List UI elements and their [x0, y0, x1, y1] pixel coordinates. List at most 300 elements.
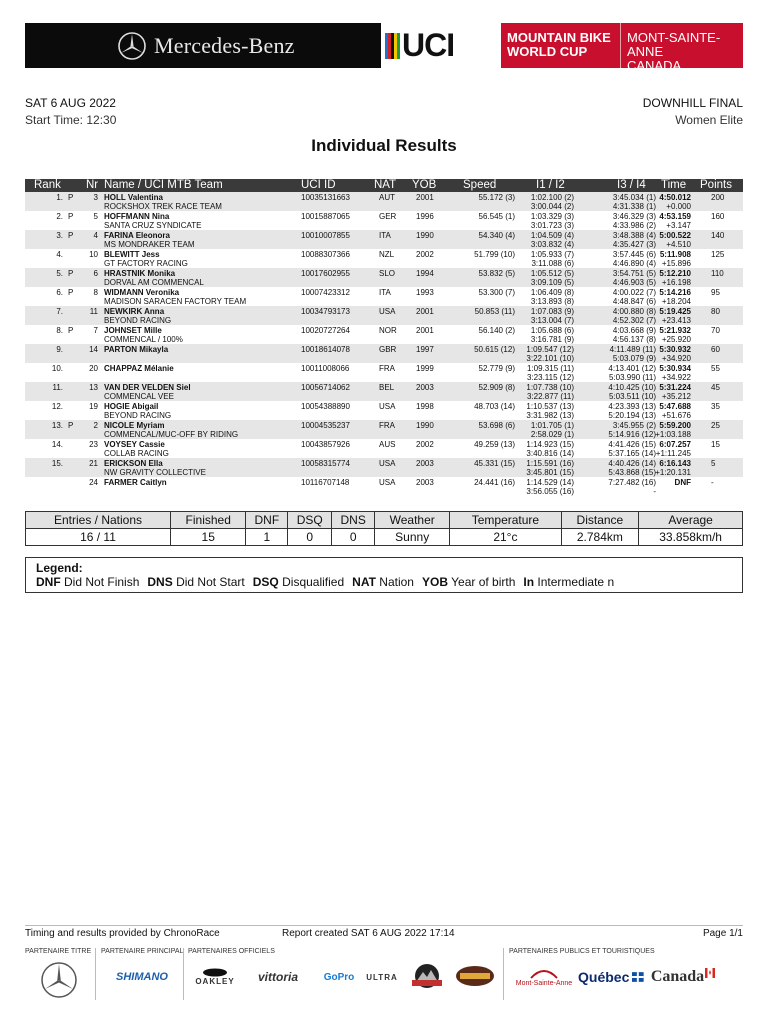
- cell-rank: 12.: [51, 402, 63, 411]
- cell-nat: FRA: [379, 364, 395, 373]
- cell-nr: 14: [89, 345, 98, 354]
- cell-gap: +1:03.188: [655, 430, 691, 439]
- mont-sainte-anne-text: Mont-Sainte-Anne: [515, 979, 573, 987]
- uci-stripes-icon: [385, 33, 400, 59]
- table-row: [25, 363, 743, 382]
- cell-team: MS MONDRAKER TEAM: [104, 240, 195, 249]
- cell-gap: +1:20.131: [655, 468, 691, 477]
- race-name: DOWNHILL FINAL: [642, 96, 743, 110]
- canada-text: Canada: [650, 968, 705, 985]
- cell-i4: 5:14.916 (12): [608, 430, 656, 439]
- cell-points: 140: [711, 231, 725, 240]
- cell-i2: 3:40.816 (14): [526, 449, 574, 458]
- table-row: [25, 420, 743, 439]
- cell-i4: 5:43.868 (15): [608, 468, 656, 477]
- cell-rank: 1.: [56, 193, 63, 202]
- cell-points: 70: [711, 326, 720, 335]
- legend-box: [25, 557, 743, 593]
- cell-status: P: [68, 269, 74, 278]
- cell-i2: 3:03.832 (4): [530, 240, 574, 249]
- race-summary-table: [25, 511, 743, 546]
- cell-speed: 52.909 (8): [478, 383, 515, 392]
- cell-gap: +25.920: [661, 335, 691, 344]
- table-row: [25, 268, 743, 287]
- cell-rank: 14.: [51, 440, 63, 449]
- cell-nr: 24: [89, 478, 98, 487]
- cell-speed: 53.832 (5): [478, 269, 515, 278]
- cell-i2: 3:11.088 (6): [531, 259, 574, 268]
- cell-i3: 3:45.955 (2): [612, 421, 656, 430]
- title-sponsor-name: Mercedes-Benz: [154, 32, 295, 58]
- summary-value-cell: 0: [288, 529, 332, 546]
- uci-text: UCI: [402, 27, 455, 63]
- cell-team: COLLAB RACING: [104, 449, 169, 458]
- cell-speed: 50.853 (11): [474, 307, 515, 316]
- cell-nat: USA: [379, 478, 396, 487]
- col-i1-i2: I1 / I2: [536, 179, 565, 191]
- cell-points: 125: [711, 250, 725, 259]
- legend-abbr: DNF: [36, 575, 61, 589]
- cell-rank: 6.: [56, 288, 63, 297]
- cell-speed: 50.615 (12): [474, 345, 515, 354]
- cell-i4: 5:03.511 (10): [609, 392, 656, 401]
- cell-nat: ITA: [379, 231, 391, 240]
- page-title: Individual Results: [311, 136, 457, 155]
- legend-text: Did Not Finish: [64, 575, 140, 589]
- cell-team: NW GRAVITY COLLECTIVE: [104, 468, 206, 477]
- cell-name: VAN DER VELDEN Siel: [104, 383, 191, 392]
- cell-uci-id: 10056714062: [301, 383, 350, 392]
- legend-text: Intermediate n: [537, 575, 615, 589]
- cell-nr: 19: [89, 402, 98, 411]
- summary-value-cell: 0: [332, 529, 375, 546]
- cell-i2: 3:22.101 (10): [526, 354, 574, 363]
- venue-line1: MONT-SAINTE-ANNE: [627, 30, 721, 59]
- cell-uci-id: 10088307366: [301, 250, 350, 259]
- cell-i1: 1:10.537 (13): [526, 402, 574, 411]
- cell-uci-id: 10017602955: [301, 269, 350, 278]
- cell-time: 5:12.210: [659, 269, 691, 278]
- cell-name: NEWKIRK Anna: [104, 307, 165, 316]
- cell-i2: 3:01.723 (3): [530, 221, 574, 230]
- cell-nat: FRA: [379, 421, 395, 430]
- cell-points: 15: [711, 440, 720, 449]
- event-name-line2: WORLD CUP: [507, 44, 588, 59]
- cell-speed: 56.545 (1): [478, 212, 515, 221]
- cell-i2: 2:58.029 (1): [530, 430, 574, 439]
- cell-time: 6:16.143: [659, 459, 691, 468]
- cell-i4: 4:46.890 (4): [612, 259, 656, 268]
- cell-i1: 1:03.329 (3): [530, 212, 574, 221]
- oakley-logo: [188, 966, 242, 988]
- cell-speed: 45.331 (15): [474, 459, 515, 468]
- mercedes-star-icon: [117, 31, 147, 61]
- cell-points: 80: [711, 307, 720, 316]
- official-partners-label: PARTENAIRES OFFICIELS: [188, 948, 275, 955]
- legend-text: Year of birth: [451, 575, 516, 589]
- footer-divider: [25, 925, 743, 926]
- cell-i4: 4:46.903 (5): [612, 278, 656, 287]
- col-points: Points: [700, 179, 732, 191]
- cell-nr: 21: [89, 459, 98, 468]
- venue-line2: CANADA: [627, 58, 682, 73]
- header-row-1: [25, 96, 743, 110]
- table-row: [25, 287, 743, 306]
- col-rank: Rank: [34, 179, 61, 191]
- table-row: [25, 382, 743, 401]
- cell-yob: 2001: [416, 307, 434, 316]
- cell-i1: 1:09.315 (11): [527, 364, 574, 373]
- col-nr: Nr: [86, 179, 99, 191]
- mercedes-star-icon: [40, 961, 78, 999]
- cell-i1: 1:09.547 (12): [526, 345, 574, 354]
- cell-time: 5:47.688: [659, 402, 691, 411]
- col-nat: NAT: [374, 179, 397, 191]
- legend-abbr: In: [523, 575, 535, 589]
- cell-speed: 53.698 (6): [478, 421, 515, 430]
- col-uci-id: UCI ID: [301, 179, 336, 191]
- cell-name: FARMER Caitlyn: [104, 478, 167, 487]
- cell-nr: 13: [89, 383, 98, 392]
- mont-sainte-anne-swoosh-icon: [529, 968, 559, 980]
- cell-name: ERICKSON Ella: [104, 459, 163, 468]
- cell-i4: 4:35.427 (3): [612, 240, 656, 249]
- cell-i1: 1:05.688 (6): [530, 326, 574, 335]
- summary-value-cell: 2.784km: [561, 529, 639, 546]
- cell-time: 5:59.200: [659, 421, 691, 430]
- cell-i2: 3:45.801 (15): [526, 468, 574, 477]
- legend-text: Nation: [379, 575, 414, 589]
- cell-points: 60: [711, 345, 720, 354]
- cell-speed: 48.703 (14): [474, 402, 515, 411]
- mont-sainte-anne-logo: [513, 966, 575, 988]
- table-row: [25, 249, 743, 268]
- cell-i2: 3:16.781 (9): [530, 335, 574, 344]
- cell-status: P: [68, 288, 74, 297]
- venue-panel: [620, 23, 743, 73]
- cell-points: 5: [711, 459, 716, 468]
- cell-speed: 52.779 (9): [478, 364, 515, 373]
- cell-time: 5:11.908: [659, 250, 691, 259]
- cell-time: 5:21.932: [659, 326, 691, 335]
- vittoria-logo: vittoria: [257, 970, 298, 984]
- sponsor-strip: [25, 948, 743, 1004]
- race-date: SAT 6 AUG 2022: [25, 96, 116, 110]
- summary-value-cell: 15: [170, 529, 245, 546]
- cell-points: -: [711, 478, 714, 487]
- summary-header-cell: Average: [639, 512, 743, 529]
- oakley-ellipse-icon: [202, 968, 228, 977]
- cell-uci-id: 10020727264: [301, 326, 350, 335]
- sponsor-divider: [95, 948, 96, 1000]
- ultra-logo: ULTRA: [366, 972, 398, 982]
- cell-i4: 4:56.137 (8): [612, 335, 656, 344]
- cell-speed: 49.259 (13): [474, 440, 515, 449]
- cell-i1: 1:04.509 (4): [530, 231, 574, 240]
- legend-item: [523, 575, 614, 589]
- cell-i3: 4:40.426 (14): [608, 459, 656, 468]
- cell-nr: 7: [93, 326, 98, 335]
- cell-i3: 3:46.329 (3): [612, 212, 656, 221]
- shimano-logo: SHIMANO: [116, 971, 168, 983]
- cell-team: BEYOND RACING: [104, 411, 172, 420]
- cell-time: 5:19.425: [659, 307, 691, 316]
- cell-i4: 4:33.986 (2): [612, 221, 656, 230]
- summary-header-cell: Weather: [375, 512, 450, 529]
- cell-i4: 5:20.194 (13): [608, 411, 656, 420]
- cell-name: FARINA Eleonora: [104, 231, 170, 240]
- cell-name: HOGIE Abigail: [104, 402, 159, 411]
- cell-team: COMMENCAL VEE: [104, 392, 174, 401]
- cell-nat: USA: [379, 459, 396, 468]
- summary-value-cell: 16 / 11: [26, 529, 171, 546]
- harveys-logo-icon: [455, 965, 495, 987]
- cell-name: WIDMANN Veronika: [104, 288, 180, 297]
- cell-speed: 55.172 (3): [478, 193, 515, 202]
- cell-speed: 53.300 (7): [478, 288, 515, 297]
- cell-points: 95: [711, 288, 720, 297]
- cell-i4: -: [653, 487, 656, 496]
- cell-nat: GER: [379, 212, 397, 221]
- legend-abbr: NAT: [352, 575, 376, 589]
- legend-title: Legend:: [36, 561, 83, 575]
- cell-i1: 1:02.100 (2): [530, 193, 574, 202]
- cell-points: 45: [711, 383, 720, 392]
- sponsor-divider: [183, 948, 184, 1000]
- cell-time: 5:30.934: [659, 364, 691, 373]
- cell-gap: +23.413: [661, 316, 691, 325]
- cell-yob: 2001: [416, 326, 434, 335]
- table-row: [25, 306, 743, 325]
- cell-i3: 4:23.393 (13): [608, 402, 656, 411]
- report-created: Report created SAT 6 AUG 2022 17:14: [282, 928, 455, 939]
- cell-yob: 1990: [416, 231, 434, 240]
- cell-rank: 3.: [56, 231, 63, 240]
- table-row: [25, 458, 743, 477]
- gopro-logo: GoPro: [323, 971, 355, 983]
- timing-credit: Timing and results provided by ChronoRace: [25, 928, 220, 939]
- cell-team: GT FACTORY RACING: [104, 259, 188, 268]
- cell-team: ROCKSHOX TREK RACE TEAM: [104, 202, 222, 211]
- cell-i2: 3:13.004 (7): [530, 316, 574, 325]
- cell-team: DORVAL AM COMMENCAL: [104, 278, 204, 287]
- cell-i3: 3:57.445 (6): [612, 250, 656, 259]
- cell-i3: 4:03.668 (9): [612, 326, 656, 335]
- summary-header-cell: Finished: [170, 512, 245, 529]
- legend-item: [253, 575, 344, 589]
- cell-yob: 2002: [416, 440, 434, 449]
- cell-i1: 1:07.738 (10): [526, 383, 574, 392]
- cell-i4: 5:03.990 (11): [609, 373, 656, 382]
- cell-status: P: [68, 231, 74, 240]
- table-row: [25, 477, 743, 496]
- cell-team: SANTA CRUZ SYNDICATE: [104, 221, 202, 230]
- table-row: [25, 401, 743, 420]
- cell-nat: USA: [379, 307, 396, 316]
- cell-time: 4:53.159: [659, 212, 691, 221]
- col-yob: YOB: [412, 179, 437, 191]
- cell-name: BLEWITT Jess: [104, 250, 160, 259]
- col-speed: Speed: [463, 179, 497, 191]
- summary-header-row: [26, 512, 743, 529]
- cell-points: 160: [711, 212, 725, 221]
- uci-logo: [381, 23, 501, 68]
- header-row-2: [25, 113, 743, 127]
- race-category: Women Elite: [675, 113, 743, 127]
- cell-nr: 5: [93, 212, 98, 221]
- cell-nr: 6: [93, 269, 98, 278]
- page-number: Page 1/1: [702, 928, 743, 939]
- legend-items: [36, 575, 742, 589]
- cell-i1: 1:07.083 (9): [530, 307, 574, 316]
- cell-nat: ITA: [379, 288, 391, 297]
- cell-speed: 24.441 (16): [474, 478, 515, 487]
- quebec-text: Québec: [578, 969, 630, 985]
- cell-time: 5:00.522: [659, 231, 691, 240]
- cell-i4: 4:52.302 (7): [612, 316, 656, 325]
- cell-i1: 1:05.933 (7): [530, 250, 574, 259]
- cell-yob: 1990: [416, 421, 434, 430]
- summary-value-cell: 1: [246, 529, 288, 546]
- principal-partner-label: PARTENAIRE PRINCIPAL: [101, 948, 184, 955]
- table-row: [25, 230, 743, 249]
- cell-yob: 1998: [416, 402, 434, 411]
- cell-gap: +4.510: [666, 240, 691, 249]
- table-row: [25, 344, 743, 363]
- legend-text: Did Not Start: [176, 575, 245, 589]
- col-time: Time: [661, 179, 687, 191]
- results-table: [25, 192, 743, 496]
- cell-yob: 2002: [416, 250, 434, 259]
- cell-i2: 3:23.115 (12): [527, 373, 574, 382]
- cell-gap: +1:11.245: [655, 449, 691, 458]
- legend-item: [352, 575, 414, 589]
- cell-team: COMMENCAL / 100%: [104, 335, 183, 344]
- cell-points: 25: [711, 421, 720, 430]
- cell-name: NICOLE Myriam: [104, 421, 165, 430]
- cell-i4: 4:48.847 (6): [612, 297, 656, 306]
- event-name-panel: [501, 23, 620, 68]
- cell-name: PARTON Mikayla: [104, 345, 169, 354]
- public-partners-label: PARTENAIRES PUBLICS ET TOURISTIQUES: [509, 948, 655, 955]
- cell-nr: 3: [93, 193, 98, 202]
- cell-rank: 11.: [52, 383, 63, 392]
- cell-rank: 4.: [56, 250, 63, 259]
- cell-nr: 10: [89, 250, 98, 259]
- cell-uci-id: 10035131663: [301, 193, 350, 202]
- cell-yob: 2003: [416, 459, 434, 468]
- cell-yob: 2003: [416, 478, 434, 487]
- cell-time: 5:14.216: [659, 288, 691, 297]
- summary-header-cell: DNS: [332, 512, 375, 529]
- quebec-logo: [578, 966, 644, 988]
- summary-value-cell: Sunny: [375, 529, 450, 546]
- cell-rank: 9.: [56, 345, 63, 354]
- cell-gap: +0.000: [666, 202, 691, 211]
- cell-i4: 5:03.079 (9): [612, 354, 656, 363]
- cell-yob: 2001: [416, 193, 434, 202]
- cell-gap: +34.922: [661, 373, 691, 382]
- cell-gap: +35.212: [661, 392, 691, 401]
- cell-i2: 3:09.109 (5): [530, 278, 574, 287]
- cell-i3: 4:00.022 (7): [612, 288, 656, 297]
- cell-gap: +18.204: [661, 297, 691, 306]
- cell-nat: USA: [379, 402, 396, 411]
- cell-i3: 3:48.388 (4): [612, 231, 656, 240]
- legend-abbr: DSQ: [252, 575, 279, 589]
- summary-header-cell: Entries / Nations: [26, 512, 171, 529]
- cell-i2: 3:31.982 (13): [526, 411, 574, 420]
- cell-time: 5:31.224: [659, 383, 691, 392]
- cell-i3: 4:11.489 (11): [609, 345, 656, 354]
- cell-name: CHAPPAZ Mélanie: [104, 364, 174, 373]
- legend-item: [147, 575, 244, 589]
- cell-uci-id: 10043857926: [301, 440, 350, 449]
- legend-abbr: DNS: [147, 575, 173, 589]
- cell-i1: 1:14.529 (14): [526, 478, 574, 487]
- summary-header-cell: DNF: [246, 512, 288, 529]
- cell-yob: 1999: [416, 364, 434, 373]
- cell-status: P: [68, 193, 74, 202]
- summary-values-row: [26, 529, 743, 546]
- cell-i1: 1:15.591 (16): [526, 459, 574, 468]
- table-row: [25, 439, 743, 458]
- cell-points: 200: [711, 193, 725, 202]
- cell-gap: +16.198: [661, 278, 691, 287]
- cell-i1: 1:06.409 (8): [530, 288, 574, 297]
- col-name-team: Name / UCI MTB Team: [104, 179, 223, 191]
- cell-i2: 3:13.893 (8): [530, 297, 574, 306]
- cell-gap: +34.920: [661, 354, 691, 363]
- cell-speed: 51.799 (10): [474, 250, 515, 259]
- event-name-line1: MOUNTAIN BIKE: [507, 30, 611, 45]
- cell-time: 4:50.012: [659, 193, 691, 202]
- cell-rank: 15.: [51, 459, 63, 468]
- cell-i3: 4:13.401 (12): [608, 364, 656, 373]
- cell-nat: SLO: [379, 269, 396, 278]
- cell-team: COMMENCAL/MUC-OFF BY RIDING: [104, 430, 239, 439]
- summary-value-cell: 21°c: [450, 529, 561, 546]
- cell-nat: NOR: [379, 326, 397, 335]
- cell-rank: 8.: [56, 326, 63, 335]
- cell-i3: 4:00.880 (8): [612, 307, 656, 316]
- title-partner-label: PARTENAIRE TITRE: [25, 948, 92, 955]
- summary-value-cell: 33.858km/h: [639, 529, 743, 546]
- cell-i3: 4:10.425 (10): [608, 383, 656, 392]
- cell-status: P: [68, 326, 74, 335]
- cell-points: 110: [711, 269, 724, 278]
- cell-status: P: [68, 212, 74, 221]
- canada-flag-icon: [705, 968, 715, 978]
- cell-uci-id: 10015887065: [301, 212, 350, 221]
- cell-uci-id: 10054388890: [301, 402, 350, 411]
- cell-team: BEYOND RACING: [104, 316, 172, 325]
- cell-name: VOYSEY Cassie: [104, 440, 165, 449]
- cell-i3: 3:54.751 (5): [612, 269, 656, 278]
- cell-rank: 5.: [56, 269, 63, 278]
- oakley-text: OAKLEY: [195, 977, 235, 986]
- cell-name: JOHNSET Mille: [104, 326, 162, 335]
- sponsor-divider: [503, 948, 504, 1000]
- cell-nr: 8: [93, 288, 98, 297]
- mountain-logo-icon: [408, 963, 446, 989]
- canada-logo: [647, 966, 719, 988]
- cell-points: 35: [711, 402, 720, 411]
- cell-nr: 11: [89, 307, 98, 316]
- cell-nr: 2: [93, 421, 98, 430]
- cell-time: DNF: [674, 478, 691, 487]
- cell-i3: 4:41.426 (15): [608, 440, 656, 449]
